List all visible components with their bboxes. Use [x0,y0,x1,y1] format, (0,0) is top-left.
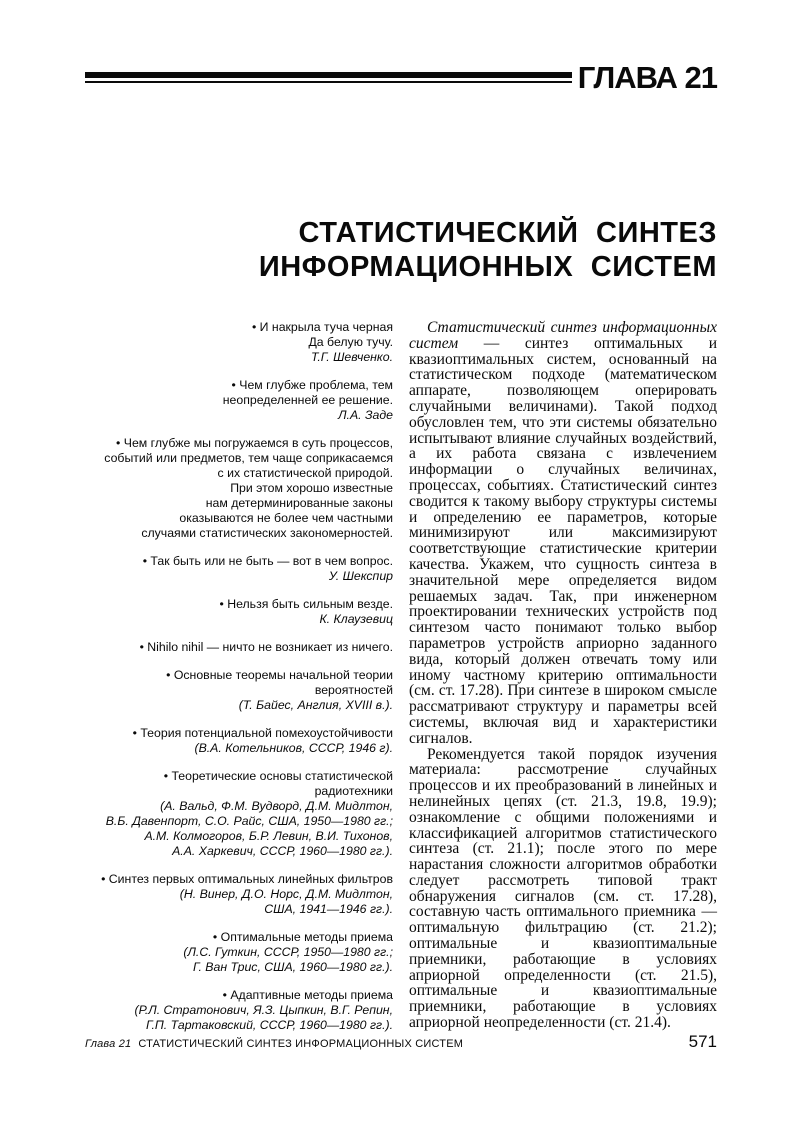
epigraph [85,872,393,917]
epigraphs-column [85,320,393,1046]
epigraph-line: В.Б. Давенпорт, С.О. Райс, США, 1950—1980 гг.; [105,814,393,828]
epigraph-line: • Nihilo nihil — ничто не возникает из ничего. [139,640,393,654]
epigraph-line: США, 1941—1946 гг.). [264,902,393,916]
epigraph-line: Г. Ван Трис, США, 1960—1980 гг.). [193,960,393,974]
epigraph-line: • Нельзя быть сильным везде. [219,597,393,611]
epigraph-line: нам детерминированные законы [205,496,393,510]
epigraph-line: А.А. Харкевич, СССР, 1960—1980 гг.). [172,844,393,858]
epigraph-line: случаями статистических закономерностей. [141,526,393,540]
epigraph-line: событий или предметов, тем чаще соприкасаемся [104,451,393,465]
footer-chapter-label: Глава 21 [85,1038,132,1050]
paragraph-lead-term: Статистический синтез информационных систем [409,319,717,352]
epigraph [85,668,393,713]
epigraph [85,930,393,975]
chapter-header [85,62,717,93]
page-title-line1: СТАТИСТИЧЕСКИЙ СИНТЕЗ [298,217,717,249]
epigraph-line: (Т. Байес, Англия, XVIII в.). [238,698,393,712]
body-paragraph: Рекомендуется такой порядок изучения материала: рассмотрение случайных процессов и их преобразований в линейных и нелинейных цепях (ст. 21.3, 19.8, 19.9); ознакомление с общими положениями и классификацией алгоритмов статистического синтеза (ст. 21.1); после этого по мере нарастания сложности алгоритмов обработки следует рассмотреть типовой тракт обнаружения сигналов (см. ст. 17.28), составную часть оптимального приемника — оптимальную фильтрацию (ст. 21.2); оптимальные и квазиоптимальные приемники, работающие в условиях априорной определенности (ст. 21.5), оптимальные и квазиоптимальные приемники, работающие в условиях априорной неопределенности (ст. 21.4). [409,745,717,1032]
thin-rule [85,81,572,83]
epigraph [85,554,393,584]
epigraph-line: оказываются не более чем частными [179,511,393,525]
epigraph-line: • Чем глубже мы погружаемся в суть процессов, [116,436,393,450]
epigraph-line: • Адаптивные методы приема [222,988,393,1002]
epigraph-line: Да белую тучу. [308,335,393,349]
epigraph-line: При этом хорошо известные [230,481,393,495]
epigraph-line: К. Клаузевиц [319,612,393,626]
epigraph [85,640,393,655]
page-title-line2: ИНФОРМАЦИОННЫХ СИСТЕМ [258,251,717,284]
epigraph [85,988,393,1033]
main-text-column [409,320,717,1046]
epigraph-line: неопределенней ее решение. [222,393,393,407]
epigraph-line: (Н. Винер, Д.О. Норс, Д.М. Мидлтон, [179,887,393,901]
epigraph-line: Т.Г. Шевченко. [310,350,393,364]
footer-running-title: СТАТИСТИЧЕСКИЙ СИНТЕЗ ИНФОРМАЦИОННЫХ СИСТЕМ [138,1038,464,1050]
header-divider [85,72,572,83]
epigraph-line: (В.А. Котельников, СССР, 1946 г). [194,741,393,755]
epigraph-line: • Основные теоремы начальной теории вероятностей [166,668,393,697]
content-columns [85,320,717,1046]
epigraph-line: (А. Вальд, Ф.М. Вудворд, Д.М. Мидлтон, [160,799,393,813]
epigraph-line: • Чем глубже проблема, тем [231,378,393,392]
epigraph-line: Л.А. Заде [338,408,393,422]
epigraph-line: • Синтез первых оптимальных линейных фильтров [101,872,393,886]
epigraph-line: • Теоретические основы статистической радиотехники [163,769,393,798]
epigraph-line: Г.П. Тартаковский, СССР, 1960—1980 гг.). [146,1018,393,1032]
epigraph-line: • Оптимальные методы приема [212,930,393,944]
thick-rule [85,72,572,78]
page-title [85,216,717,284]
epigraph-line: • И накрыла туча черная [251,320,393,334]
epigraph [85,436,393,541]
epigraph-line: А.М. Колмогоров, Б.Р. Левин, В.И. Тихонов, [144,829,393,843]
epigraph-line: с их статистической природой. [217,466,393,480]
epigraph-line: (Р.Л. Стратонович, Я.З. Цыпкин, В.Г. Репин, [134,1003,393,1017]
page-footer [85,1032,717,1052]
running-head [85,1038,463,1050]
body-paragraph: Статистический синтез информационных систем — синтез оптимальных и квазиоптимальных систем, основанный на статистическом подходе (математическом аппарате, позволяющем оперировать случайными величинами). Такой подход обусловлен тем, что эти системы обязательно испытывают влияние случайных воздействий, а их работа связана с извлечением информации о случайных величинах, процессах, событиях. Статистический синтез сводится к такому выбору структуры системы и определению ее параметров, которые минимизируют или максимизируют соответствующие статистические критерии качества. Укажем, что сущность синтеза в значительной мере определяется видом решаемых задач. Так, при инженерном проектировании технических устройств под синтезом часто понимают только выбор параметров устройств априорно заданного вида, который должен отвечать тому или иному частному критерию оптимальности (см. ст. 17.28). При синтезе в широком смысле рассматривают структуру и параметры всей системы, включая вид и характеристики сигналов. [409,319,717,747]
epigraph [85,769,393,859]
epigraph-line: • Теория потенциальной помехоустойчивости [132,726,393,740]
epigraph-line: У. Шекспир [328,569,393,583]
page-number: 571 [688,1032,717,1051]
epigraph-line: (Л.С. Гуткин, СССР, 1950—1980 гг.; [183,945,393,959]
epigraph [85,378,393,423]
epigraph [85,726,393,756]
epigraph-line: • Так быть или не быть — вот в чем вопрос. [142,554,393,568]
epigraph [85,597,393,627]
chapter-number-label: ГЛАВА 21 [577,60,717,95]
epigraph [85,320,393,365]
